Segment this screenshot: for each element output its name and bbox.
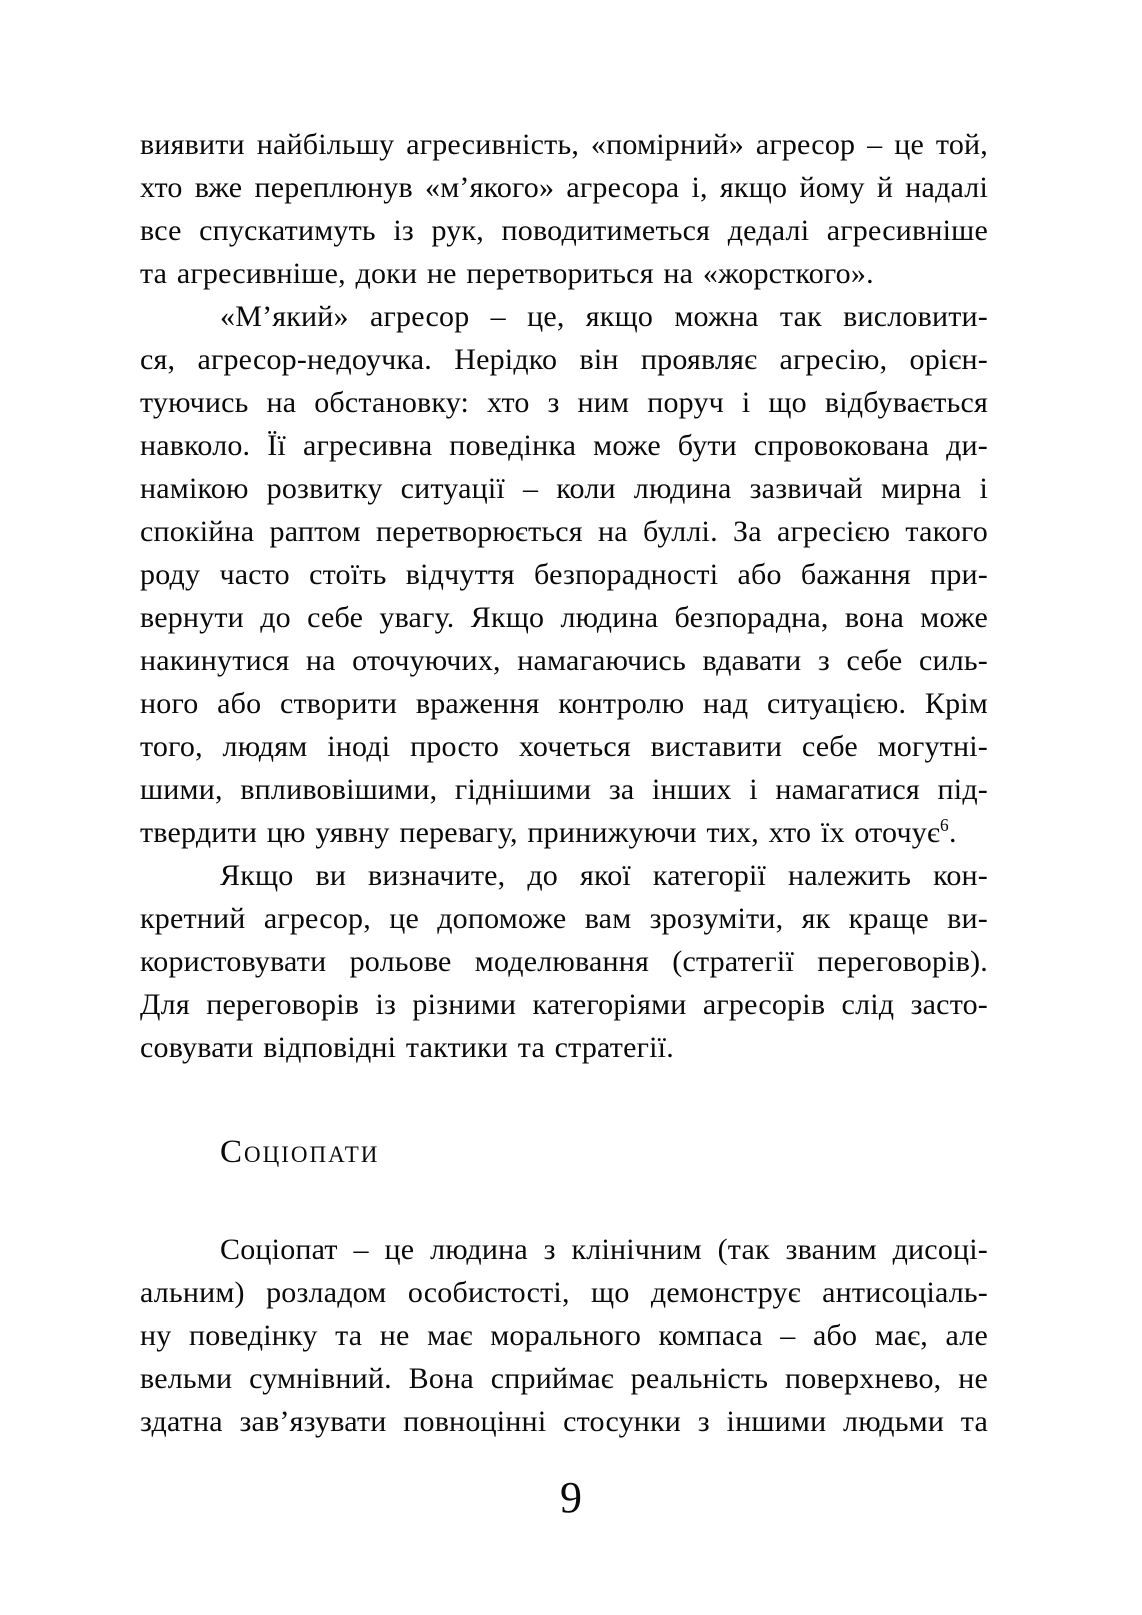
text-line: роду часто стоїть відчуття безпорадності або бажання при-	[140, 558, 988, 591]
text-line: альним) розладом особистості, що демонструє антисоціаль-	[140, 1276, 988, 1309]
text-line: Якщо ви визначите, до якої категорії належить кон-	[220, 859, 988, 892]
text-line: вернути до себе увагу. Якщо людина безпорадна, вона може	[140, 601, 988, 634]
text-line: навколо. Її агресивна поведінка може бути спровокована ди-	[140, 429, 988, 462]
text-line: Соціопат – це людина з клінічним (так званим дисоці-	[220, 1233, 988, 1266]
footnote-marker: 6	[940, 815, 949, 835]
paragraph-3	[140, 854, 988, 1069]
text-line: кретний агресор, це допоможе вам зрозуміти, як краще ви-	[140, 902, 988, 935]
text-line: ся, агресор-недоучка. Нерідко він проявляє агресію, орієн-	[140, 343, 988, 376]
paragraph-4	[140, 1228, 988, 1443]
text-line: намікою розвитку ситуації – коли людина зазвичай мирна і	[140, 472, 988, 505]
text-segment: твердити цю уявну перевагу, принижуючи тих, хто їх оточує	[140, 816, 941, 849]
text-line: все спускатимуть із рук, поводитиметься дедалі агресивніше	[140, 214, 988, 247]
text-line: шими, впливовішими, гіднішими за інших і намагатися під-	[140, 773, 988, 806]
text-column	[140, 123, 988, 1443]
text-line: накинутися на оточуючих, намагаючись вдавати з себе силь-	[140, 644, 988, 677]
text-line: вельми сумнівний. Вона сприймає реальність поверхнево, не	[140, 1362, 988, 1395]
section-heading: Соціопати	[220, 1134, 380, 1170]
text-line: совувати відповідні тактики та стратегії.	[140, 1031, 674, 1064]
text-line: здатна зав’язувати повноцінні стосунки з іншими людьми та	[140, 1405, 988, 1438]
text-line: того, людям іноді просто хочеться виставити себе могутні-	[140, 730, 988, 763]
text-line: та агресивніше, доки не перетвориться на «жорсткого».	[140, 257, 874, 290]
text-line: Для переговорів із різними категоріями агресорів слід засто-	[140, 988, 988, 1021]
text-line: «М’який» агресор – це, якщо можна так висловити-	[220, 300, 988, 333]
text-line: туючись на обстановку: хто з ним поруч і що відбувається	[140, 386, 988, 419]
paragraph-2	[140, 295, 988, 854]
paragraph-1	[140, 123, 988, 295]
text-line: ну поведінку та не має морального компаса – або має, але	[140, 1319, 988, 1352]
text-segment: .	[948, 816, 957, 849]
text-line	[140, 811, 988, 854]
page-number: 9	[560, 1473, 582, 1522]
text-line: хто вже переплюнув «м’якого» агресора і, якщо йому й надалі	[140, 171, 988, 204]
text-line: виявити найбільшу агресивність, «помірний» агресор – це той,	[140, 128, 988, 161]
text-line: ного або створити враження контролю над ситуацією. Крім	[140, 687, 988, 720]
text-line: користовувати рольове моделювання (стратегії переговорів).	[140, 945, 988, 978]
text-line: спокійна раптом перетворюється на буллі. За агресією такого	[140, 515, 988, 548]
